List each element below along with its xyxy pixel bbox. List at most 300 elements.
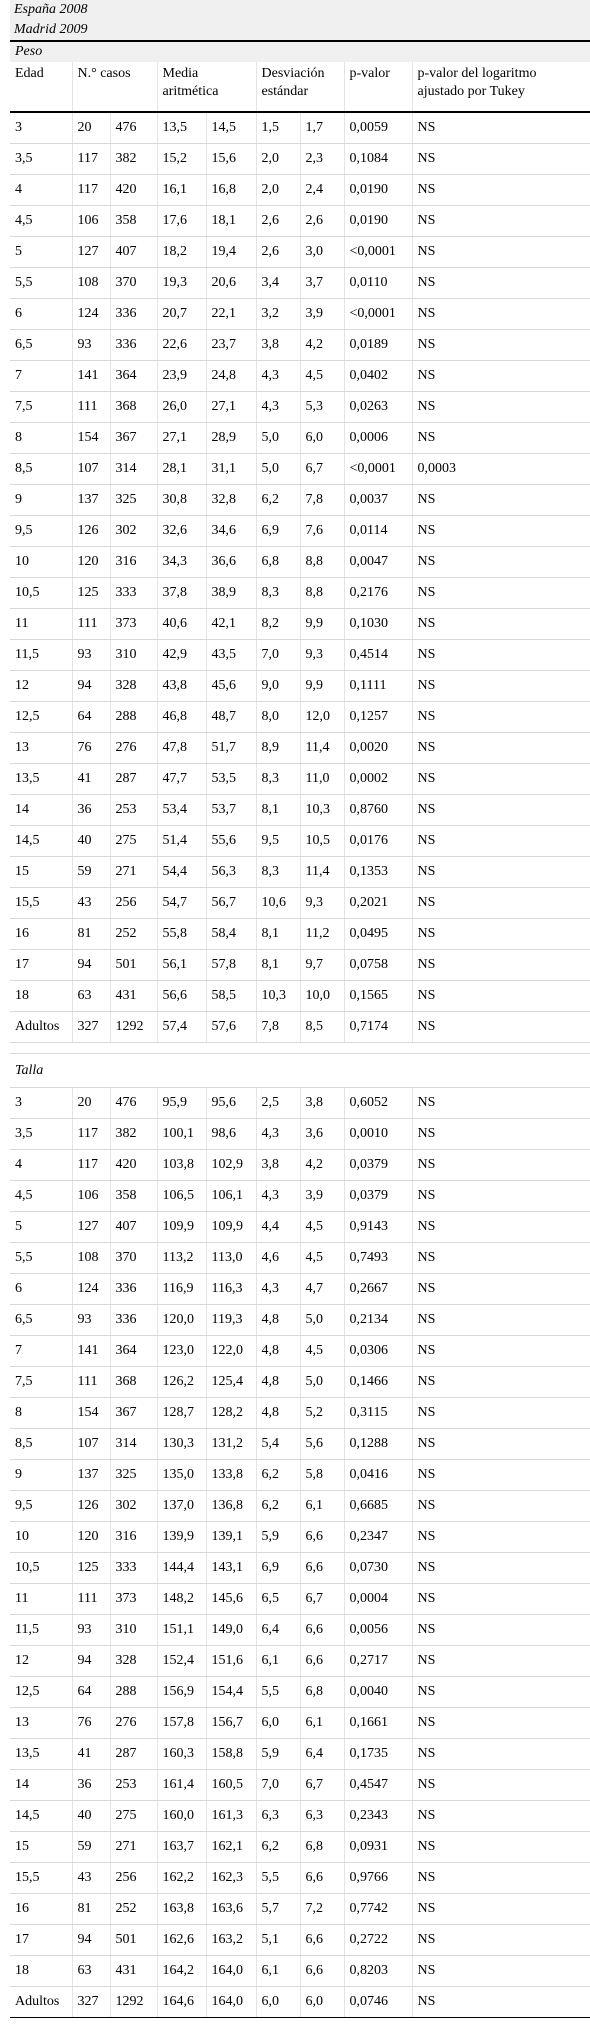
table-cell: NS bbox=[412, 1088, 590, 1119]
table-cell: 5,2 bbox=[300, 1398, 344, 1429]
table-cell: 43,5 bbox=[206, 640, 256, 671]
table-cell: 40 bbox=[72, 1801, 110, 1832]
table-cell: 57,8 bbox=[206, 950, 256, 981]
table-cell: 327 bbox=[72, 1012, 110, 1043]
table-row bbox=[10, 671, 590, 702]
table-cell: 0,8203 bbox=[344, 1956, 412, 1987]
table-cell: 37,8 bbox=[157, 578, 206, 609]
table-cell: 6,7 bbox=[300, 1584, 344, 1615]
table-cell: 154 bbox=[72, 423, 110, 454]
section-talla-row bbox=[10, 1054, 590, 1088]
table-cell: NS bbox=[412, 1119, 590, 1150]
table-cell: 54,4 bbox=[157, 857, 206, 888]
table-cell: 368 bbox=[110, 392, 157, 423]
table-cell: 327 bbox=[72, 1987, 110, 2018]
table-cell: 27,1 bbox=[206, 392, 256, 423]
table-cell: 9,9 bbox=[300, 609, 344, 640]
table-cell: 275 bbox=[110, 1801, 157, 1832]
table-row bbox=[10, 361, 590, 392]
table-cell: NS bbox=[412, 919, 590, 950]
table-cell: 2,6 bbox=[300, 206, 344, 237]
table-cell: 125,4 bbox=[206, 1367, 256, 1398]
table-cell: NS bbox=[412, 1522, 590, 1553]
caption-line-2: Madrid 2009 bbox=[10, 20, 590, 40]
table-row bbox=[10, 175, 590, 206]
table-cell: 23,7 bbox=[206, 330, 256, 361]
table-cell: 54,7 bbox=[157, 888, 206, 919]
table-cell: 154 bbox=[72, 1398, 110, 1429]
table-cell: 161,4 bbox=[157, 1770, 206, 1801]
table-cell: 476 bbox=[110, 112, 157, 144]
table-cell: NS bbox=[412, 1615, 590, 1646]
table-cell: 5,3 bbox=[300, 392, 344, 423]
table-cell: 382 bbox=[110, 1119, 157, 1150]
table-cell: 31,1 bbox=[206, 454, 256, 485]
table-cell: 38,9 bbox=[206, 578, 256, 609]
table-cell: 0,0002 bbox=[344, 764, 412, 795]
table-cell: 16,8 bbox=[206, 175, 256, 206]
table-row bbox=[10, 1012, 590, 1043]
table-cell: 123,0 bbox=[157, 1336, 206, 1367]
table-cell: 6,6 bbox=[300, 1925, 344, 1956]
table-cell: 0,1661 bbox=[344, 1708, 412, 1739]
table-cell: 420 bbox=[110, 175, 157, 206]
table-cell: 4,8 bbox=[256, 1305, 300, 1336]
table-cell: 10,3 bbox=[256, 981, 300, 1012]
caption-line-1: España 2008 bbox=[10, 0, 590, 20]
table-cell: 3,4 bbox=[256, 268, 300, 299]
table-cell: 8,8 bbox=[300, 578, 344, 609]
table-cell: 373 bbox=[110, 1584, 157, 1615]
table-cell: 6,8 bbox=[256, 547, 300, 578]
table-cell: 56,7 bbox=[206, 888, 256, 919]
table-cell: 41 bbox=[72, 1739, 110, 1770]
table-cell: NS bbox=[412, 361, 590, 392]
table-cell: Adultos bbox=[10, 1987, 72, 2018]
table-cell: 370 bbox=[110, 268, 157, 299]
table-row bbox=[10, 1584, 590, 1615]
table-cell: 16 bbox=[10, 1894, 72, 1925]
table-cell: 55,6 bbox=[206, 826, 256, 857]
table-cell: 28,9 bbox=[206, 423, 256, 454]
table-cell: 40 bbox=[72, 826, 110, 857]
table-cell: 2,0 bbox=[256, 175, 300, 206]
table-cell: 8,1 bbox=[256, 795, 300, 826]
table-cell: 160,3 bbox=[157, 1739, 206, 1770]
table-cell: 12,5 bbox=[10, 1677, 72, 1708]
table-cell: 94 bbox=[72, 1925, 110, 1956]
table-cell: NS bbox=[412, 547, 590, 578]
table-cell: 130,3 bbox=[157, 1429, 206, 1460]
table-cell: 0,1257 bbox=[344, 702, 412, 733]
table-cell: NS bbox=[412, 1460, 590, 1491]
table-cell: 0,2717 bbox=[344, 1646, 412, 1677]
table-cell: 59 bbox=[72, 857, 110, 888]
table-cell: 43 bbox=[72, 1863, 110, 1894]
table-cell: 7,5 bbox=[10, 1367, 72, 1398]
table-cell: 48,7 bbox=[206, 702, 256, 733]
table-cell: 107 bbox=[72, 1429, 110, 1460]
table-cell: 367 bbox=[110, 1398, 157, 1429]
table-cell: 135,0 bbox=[157, 1460, 206, 1491]
table-cell: 6,2 bbox=[256, 1491, 300, 1522]
table-cell: 145,6 bbox=[206, 1584, 256, 1615]
table-cell: 58,5 bbox=[206, 981, 256, 1012]
table-row bbox=[10, 578, 590, 609]
table-cell: 95,9 bbox=[157, 1088, 206, 1119]
table-cell: 501 bbox=[110, 950, 157, 981]
table-cell: 164,0 bbox=[206, 1956, 256, 1987]
table-cell: 6,6 bbox=[300, 1863, 344, 1894]
table-cell: 11,2 bbox=[300, 919, 344, 950]
table-cell: 6,5 bbox=[256, 1584, 300, 1615]
table-cell: 302 bbox=[110, 516, 157, 547]
table-row bbox=[10, 1460, 590, 1491]
table-cell: 6,6 bbox=[300, 1615, 344, 1646]
section-peso-label: Peso bbox=[10, 42, 590, 62]
table-cell: 16,1 bbox=[157, 175, 206, 206]
table-row bbox=[10, 1274, 590, 1305]
table-cell: NS bbox=[412, 237, 590, 268]
table-cell: 36 bbox=[72, 1770, 110, 1801]
table-cell: 156,9 bbox=[157, 1677, 206, 1708]
table-cell: 0,0379 bbox=[344, 1150, 412, 1181]
table-cell: NS bbox=[412, 1150, 590, 1181]
table-cell: 7 bbox=[10, 361, 72, 392]
table-cell: 3,7 bbox=[300, 268, 344, 299]
table-cell: 15,6 bbox=[206, 144, 256, 175]
table-cell: 1292 bbox=[110, 1987, 157, 2018]
table-cell: 314 bbox=[110, 454, 157, 485]
table-cell: 288 bbox=[110, 1677, 157, 1708]
table-cell: 126 bbox=[72, 1491, 110, 1522]
table-cell: 6 bbox=[10, 299, 72, 330]
table-cell: 5 bbox=[10, 1212, 72, 1243]
table-cell: 111 bbox=[72, 609, 110, 640]
table-cell: 328 bbox=[110, 1646, 157, 1677]
table-cell: 0,0006 bbox=[344, 423, 412, 454]
table-cell: 131,2 bbox=[206, 1429, 256, 1460]
table-row bbox=[10, 1150, 590, 1181]
col-header-p-valor: p-valor bbox=[344, 62, 412, 112]
table-cell: 76 bbox=[72, 733, 110, 764]
table-cell: 13,5 bbox=[157, 112, 206, 144]
table-cell: 7,5 bbox=[10, 392, 72, 423]
table-cell: 93 bbox=[72, 1615, 110, 1646]
table-cell: 287 bbox=[110, 764, 157, 795]
table-row bbox=[10, 1243, 590, 1274]
table-cell: 57,6 bbox=[206, 1012, 256, 1043]
table-cell: 120 bbox=[72, 547, 110, 578]
table-cell: 56,3 bbox=[206, 857, 256, 888]
table-cell: 4,5 bbox=[300, 361, 344, 392]
table-cell: 8,1 bbox=[256, 919, 300, 950]
table-cell: 316 bbox=[110, 1522, 157, 1553]
table-cell: 53,4 bbox=[157, 795, 206, 826]
table-cell: 287 bbox=[110, 1739, 157, 1770]
table-cell: 128,7 bbox=[157, 1398, 206, 1429]
table-cell: 17 bbox=[10, 950, 72, 981]
table-cell: 152,4 bbox=[157, 1646, 206, 1677]
table-cell: 10,5 bbox=[10, 578, 72, 609]
table-cell: 24,8 bbox=[206, 361, 256, 392]
table-cell: 43 bbox=[72, 888, 110, 919]
table-cell: 370 bbox=[110, 1243, 157, 1274]
table-cell: 163,2 bbox=[206, 1925, 256, 1956]
table-cell: 11,4 bbox=[300, 857, 344, 888]
table-cell: 6,1 bbox=[256, 1646, 300, 1677]
table-cell: 501 bbox=[110, 1925, 157, 1956]
table-cell: 8 bbox=[10, 423, 72, 454]
table-cell: 6,3 bbox=[300, 1801, 344, 1832]
table-cell: 109,9 bbox=[206, 1212, 256, 1243]
table-cell: 106 bbox=[72, 206, 110, 237]
table-cell: NS bbox=[412, 1012, 590, 1043]
table-cell: 127 bbox=[72, 237, 110, 268]
table-cell: 0,2347 bbox=[344, 1522, 412, 1553]
table-cell: 148,2 bbox=[157, 1584, 206, 1615]
table-cell: 3,8 bbox=[256, 330, 300, 361]
table-cell: 119,3 bbox=[206, 1305, 256, 1336]
table-cell: 253 bbox=[110, 1770, 157, 1801]
table-cell: 102,9 bbox=[206, 1150, 256, 1181]
table-cell: 20,6 bbox=[206, 268, 256, 299]
table-cell: 8,5 bbox=[10, 1429, 72, 1460]
table-cell: 0,0730 bbox=[344, 1553, 412, 1584]
table-row bbox=[10, 112, 590, 144]
table-cell: 160,5 bbox=[206, 1770, 256, 1801]
table-cell: NS bbox=[412, 1274, 590, 1305]
table-cell: 6,8 bbox=[300, 1677, 344, 1708]
table-cell: 6,0 bbox=[256, 1708, 300, 1739]
table-row bbox=[10, 1770, 590, 1801]
table-cell: 3,9 bbox=[300, 1181, 344, 1212]
table-cell: 111 bbox=[72, 392, 110, 423]
table-cell: NS bbox=[412, 733, 590, 764]
table-cell: NS bbox=[412, 299, 590, 330]
table-cell: 373 bbox=[110, 609, 157, 640]
table-cell: 162,2 bbox=[157, 1863, 206, 1894]
table-cell: NS bbox=[412, 1956, 590, 1987]
section-talla-label: Talla bbox=[10, 1054, 590, 1088]
table-cell: 0,2021 bbox=[344, 888, 412, 919]
table-cell: 22,1 bbox=[206, 299, 256, 330]
table-cell: 57,4 bbox=[157, 1012, 206, 1043]
table-row bbox=[10, 392, 590, 423]
table-cell: 3 bbox=[10, 1088, 72, 1119]
table-cell: NS bbox=[412, 671, 590, 702]
table-cell: 15,5 bbox=[10, 1863, 72, 1894]
table-cell: 3,5 bbox=[10, 144, 72, 175]
table-cell: 4,3 bbox=[256, 361, 300, 392]
table-cell: 4,8 bbox=[256, 1398, 300, 1429]
table-cell: 4,5 bbox=[300, 1243, 344, 1274]
table-cell: 256 bbox=[110, 888, 157, 919]
table-cell: 10 bbox=[10, 1522, 72, 1553]
table-cell: 6,6 bbox=[300, 1956, 344, 1987]
table-cell: NS bbox=[412, 1646, 590, 1677]
table-cell: 5,7 bbox=[256, 1894, 300, 1925]
table-row bbox=[10, 1739, 590, 1770]
table-cell: 0,0190 bbox=[344, 206, 412, 237]
table-cell: 0,0931 bbox=[344, 1832, 412, 1863]
table-cell: NS bbox=[412, 330, 590, 361]
table-cell: 6,8 bbox=[300, 1832, 344, 1863]
table-cell: NS bbox=[412, 640, 590, 671]
table-cell: 108 bbox=[72, 268, 110, 299]
table-cell: 10,0 bbox=[300, 981, 344, 1012]
table-cell: 3,6 bbox=[300, 1119, 344, 1150]
table-cell: 2,5 bbox=[256, 1088, 300, 1119]
table-cell: NS bbox=[412, 516, 590, 547]
table-cell: 302 bbox=[110, 1491, 157, 1522]
table-cell: 271 bbox=[110, 857, 157, 888]
table-cell: NS bbox=[412, 1677, 590, 1708]
table-cell: 6,6 bbox=[300, 1553, 344, 1584]
table-cell: 8,5 bbox=[10, 454, 72, 485]
table-row bbox=[10, 1429, 590, 1460]
table-cell: 5,4 bbox=[256, 1429, 300, 1460]
table-row bbox=[10, 1398, 590, 1429]
table-cell: 256 bbox=[110, 1863, 157, 1894]
table-cell: 51,4 bbox=[157, 826, 206, 857]
table-cell: 64 bbox=[72, 1677, 110, 1708]
table-cell: NS bbox=[412, 1770, 590, 1801]
table-cell: 14 bbox=[10, 795, 72, 826]
table-cell: 7,2 bbox=[300, 1894, 344, 1925]
table-cell: 0,2134 bbox=[344, 1305, 412, 1336]
table-cell: 0,0040 bbox=[344, 1677, 412, 1708]
table-cell: 34,6 bbox=[206, 516, 256, 547]
table-cell: 3,9 bbox=[300, 299, 344, 330]
table-cell: 3,8 bbox=[256, 1150, 300, 1181]
table-row bbox=[10, 330, 590, 361]
table-cell: 0,0495 bbox=[344, 919, 412, 950]
table-cell: 7,8 bbox=[256, 1012, 300, 1043]
col-header-edad: Edad bbox=[10, 62, 72, 112]
table-cell: 0,0010 bbox=[344, 1119, 412, 1150]
table-cell: <0,0001 bbox=[344, 299, 412, 330]
table-cell: 81 bbox=[72, 919, 110, 950]
table-cell: NS bbox=[412, 485, 590, 516]
table-cell: 5,0 bbox=[256, 423, 300, 454]
table-cell: 4,2 bbox=[300, 1150, 344, 1181]
table-cell: 164,0 bbox=[206, 1987, 256, 2018]
table-cell: 12,5 bbox=[10, 702, 72, 733]
table-cell: 5,8 bbox=[300, 1460, 344, 1491]
table-cell: 12 bbox=[10, 1646, 72, 1677]
table-row bbox=[10, 795, 590, 826]
table-cell: 81 bbox=[72, 1894, 110, 1925]
table-cell: NS bbox=[412, 1925, 590, 1956]
table-cell: 18 bbox=[10, 1956, 72, 1987]
table-cell: 28,1 bbox=[157, 454, 206, 485]
table-cell: NS bbox=[412, 981, 590, 1012]
table-cell: 141 bbox=[72, 361, 110, 392]
table-row bbox=[10, 1522, 590, 1553]
table-cell: 116,3 bbox=[206, 1274, 256, 1305]
table-cell: 8,9 bbox=[256, 733, 300, 764]
table-cell: 10,5 bbox=[10, 1553, 72, 1584]
table-cell: 10,5 bbox=[300, 826, 344, 857]
table-cell: 4,8 bbox=[256, 1367, 300, 1398]
table-cell: 6,4 bbox=[300, 1739, 344, 1770]
table-cell: 40,6 bbox=[157, 609, 206, 640]
table-row bbox=[10, 1212, 590, 1243]
table-cell: NS bbox=[412, 1801, 590, 1832]
table-cell: 0,0020 bbox=[344, 733, 412, 764]
table-cell: 12,0 bbox=[300, 702, 344, 733]
table-cell: NS bbox=[412, 578, 590, 609]
table-cell: 144,4 bbox=[157, 1553, 206, 1584]
table-cell: 10 bbox=[10, 547, 72, 578]
table-cell: 156,7 bbox=[206, 1708, 256, 1739]
table-cell: 16 bbox=[10, 919, 72, 950]
table-cell: 6,0 bbox=[256, 1987, 300, 2018]
table-cell: 5,5 bbox=[10, 1243, 72, 1274]
table-cell: NS bbox=[412, 826, 590, 857]
table-cell: 158,8 bbox=[206, 1739, 256, 1770]
table-row bbox=[10, 206, 590, 237]
table-cell: 163,6 bbox=[206, 1894, 256, 1925]
table-cell: NS bbox=[412, 857, 590, 888]
table-cell: NS bbox=[412, 423, 590, 454]
table-cell: 0,1030 bbox=[344, 609, 412, 640]
table-cell: 117 bbox=[72, 1119, 110, 1150]
table-cell: 253 bbox=[110, 795, 157, 826]
table-cell: 0,7493 bbox=[344, 1243, 412, 1274]
table-cell: 47,7 bbox=[157, 764, 206, 795]
table-cell: 162,6 bbox=[157, 1925, 206, 1956]
table-cell: 15,5 bbox=[10, 888, 72, 919]
table-row bbox=[10, 268, 590, 299]
table-cell: 5,1 bbox=[256, 1925, 300, 1956]
table-row bbox=[10, 702, 590, 733]
table-cell: 17,6 bbox=[157, 206, 206, 237]
table-cell: 106,1 bbox=[206, 1181, 256, 1212]
table-cell: 0,0037 bbox=[344, 485, 412, 516]
table-cell: 117 bbox=[72, 1150, 110, 1181]
table-cell: 336 bbox=[110, 1305, 157, 1336]
table-cell: 13,5 bbox=[10, 1739, 72, 1770]
table-cell: 7,0 bbox=[256, 640, 300, 671]
table-cell: 382 bbox=[110, 144, 157, 175]
table-cell: 0,0056 bbox=[344, 1615, 412, 1646]
table-cell: 6,9 bbox=[256, 516, 300, 547]
table-cell: 8,8 bbox=[300, 547, 344, 578]
table-cell: 6,7 bbox=[300, 454, 344, 485]
table-cell: 3,0 bbox=[300, 237, 344, 268]
table-cell: 5,9 bbox=[256, 1739, 300, 1770]
table-cell: 14 bbox=[10, 1770, 72, 1801]
table-cell: 45,6 bbox=[206, 671, 256, 702]
table-cell: NS bbox=[412, 112, 590, 144]
table-cell: NS bbox=[412, 1212, 590, 1243]
table-cell: 275 bbox=[110, 826, 157, 857]
table-cell: 5,0 bbox=[300, 1305, 344, 1336]
table-cell: 100,1 bbox=[157, 1119, 206, 1150]
table-row bbox=[10, 237, 590, 268]
table-row bbox=[10, 1956, 590, 1987]
table-row bbox=[10, 733, 590, 764]
table-cell: 137,0 bbox=[157, 1491, 206, 1522]
table-row bbox=[10, 423, 590, 454]
table-row bbox=[10, 1491, 590, 1522]
table-cell: 0,0189 bbox=[344, 330, 412, 361]
table-cell: 42,9 bbox=[157, 640, 206, 671]
table-cell: 407 bbox=[110, 237, 157, 268]
data-table-container bbox=[10, 0, 590, 2018]
